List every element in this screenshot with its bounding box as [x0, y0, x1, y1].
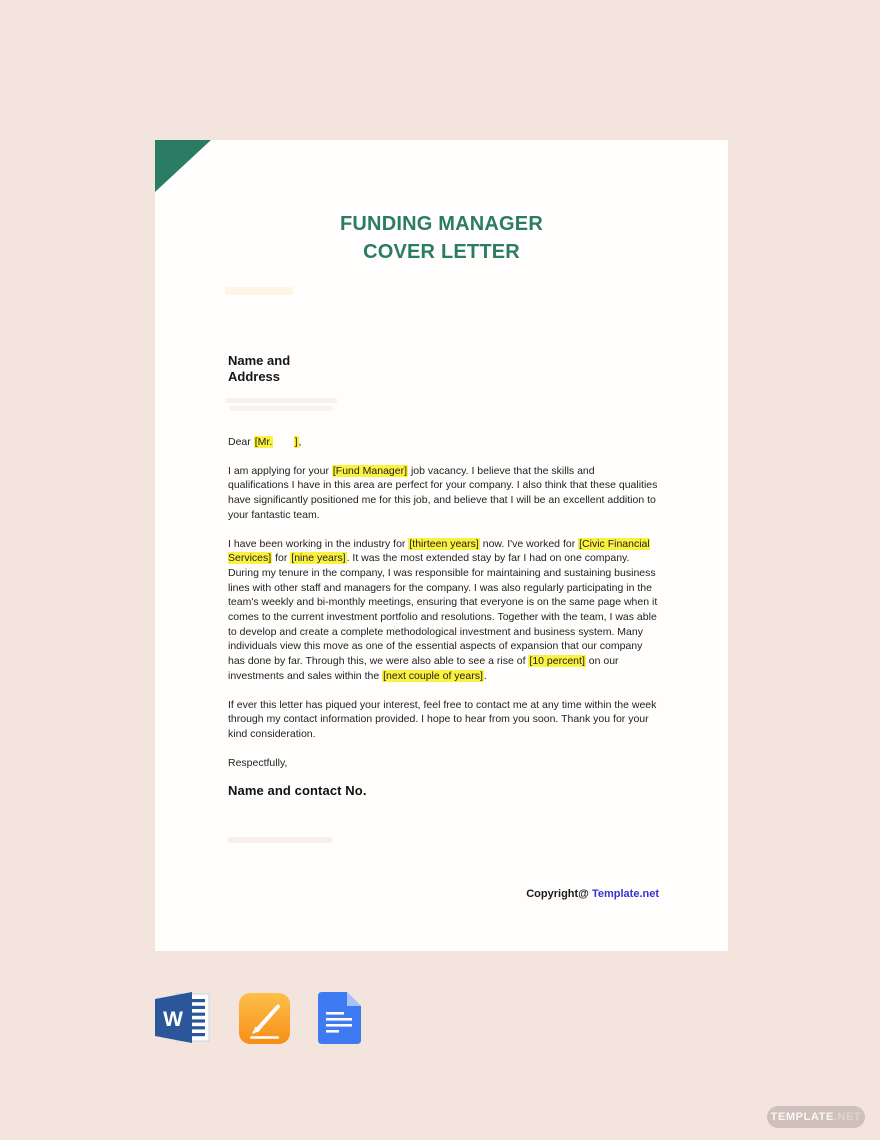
apple-pages-icon[interactable] — [239, 993, 290, 1044]
closing-line: Respectfully, — [228, 756, 288, 769]
google-docs-icon[interactable] — [314, 992, 363, 1044]
text-segment: for — [272, 552, 291, 565]
watermark-suffix: .NET — [833, 1111, 862, 1123]
highlighted-placeholder: [next couple of years] — [383, 669, 483, 682]
text-segment: I have been working in the industry for — [228, 537, 409, 550]
template-net-link[interactable]: Template.net — [591, 888, 659, 900]
faded-placeholder-contact — [228, 837, 332, 843]
text-segment: . It was the most extended stay by far I had on one company. During my tenure in the company, I was responsible for maintaining and sustaining business lines with other staff and managers for the company. I was also regularly participating in the team's weekly and bi-monthly meetings, ensuring that everyone is on the same page when it comes to the current investment portfolio and resolutions. Together with the team, I was able to develop and create a complete methodological investment and business system. Many individuals view this move as one of the essential aspects of expansion that our company has done by far. Through this, we were also able to see a rise of — [228, 552, 658, 668]
recipient-block — [228, 353, 290, 384]
recipient-line2: Address — [228, 368, 281, 384]
salutation — [228, 435, 658, 450]
copyright-line — [526, 888, 659, 900]
paragraph-1 — [228, 464, 658, 523]
highlighted-placeholder: [10 percent] — [529, 655, 585, 668]
faded-placeholder-date — [225, 287, 293, 295]
highlighted-placeholder: [thirteen years] — [409, 537, 479, 550]
letter-body — [228, 435, 658, 813]
microsoft-word-icon[interactable] — [155, 991, 213, 1044]
recipient-line1: Name and — [228, 353, 291, 368]
text-segment: . — [483, 669, 487, 682]
highlighted-placeholder: [nine years] — [291, 552, 346, 565]
text-segment — [273, 436, 293, 448]
paragraph-3: If ever this letter has piqued your interest, feel free to contact me at any time within the week through my contact information provided. I hope to hear from you soon. Thank you for your kind consideration. — [228, 698, 657, 740]
watermark-brand: TEMPLATE — [770, 1111, 834, 1123]
faded-placeholder-line — [225, 398, 337, 403]
page-title-line1: FUNDING MANAGER — [340, 213, 543, 235]
copyright-prefix: Copyright@ — [526, 888, 592, 900]
highlighted-placeholder: ] — [294, 436, 298, 448]
document-page — [155, 140, 728, 951]
text-segment: I am applying for your — [228, 464, 332, 477]
corner-accent-triangle — [155, 140, 211, 192]
highlighted-placeholder: [Fund Manager] — [332, 464, 408, 477]
text-segment: now. I've worked for — [479, 537, 579, 550]
template-net-watermark — [767, 1106, 865, 1128]
signature-line: Name and contact No. — [228, 783, 367, 799]
paragraph-2 — [228, 537, 658, 684]
faded-placeholder-line — [229, 406, 333, 411]
text-segment: , — [298, 436, 302, 448]
highlighted-placeholder: [Civic Financial Services] — [228, 537, 650, 565]
svg-text:W: W — [163, 1008, 183, 1031]
page-title — [155, 210, 728, 266]
page-title-line2: COVER LETTER — [363, 241, 520, 263]
text-segment: job vacancy. I believe that the skills and qualifications I have in this area are perfect for your company. I also think that these qualities have significantly positioned me for this job, and believe that I will be an excellent addition to your fantastic team. — [228, 464, 658, 521]
text-segment: Dear — [228, 436, 254, 448]
text-segment: on our investments and sales within the — [228, 655, 619, 682]
highlighted-placeholder: [Mr. — [254, 436, 273, 448]
